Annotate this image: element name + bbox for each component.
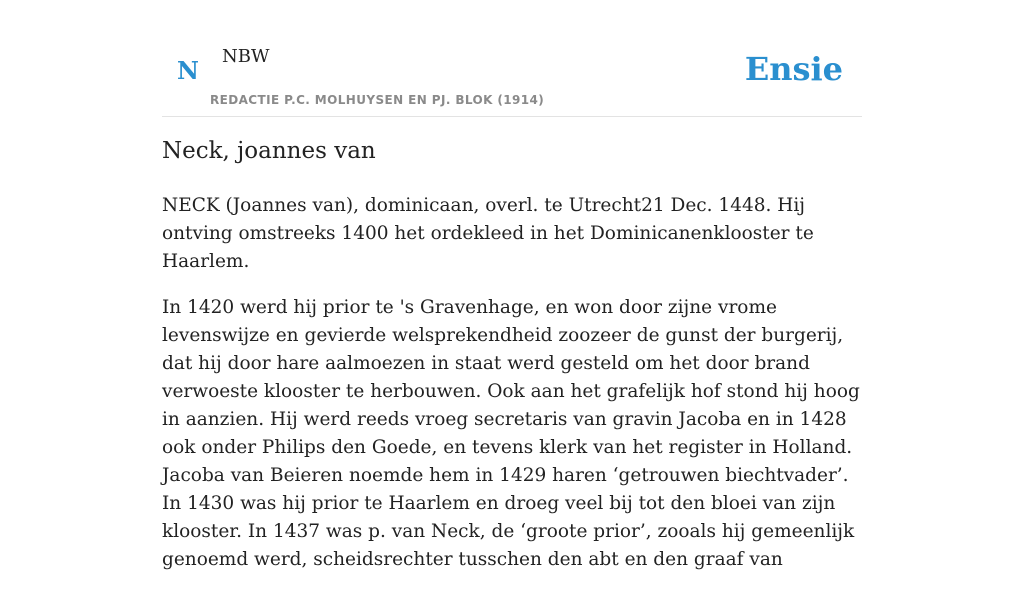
source-logo[interactable]: N [177, 56, 199, 85]
source-subtitle: REDACTIE P.C. MOLHUYSEN EN PJ. BLOK (1914) [210, 93, 545, 107]
source-name[interactable]: NBW [222, 46, 270, 67]
brand-logo[interactable]: Ensie [744, 50, 843, 88]
article-title: Neck, joannes van [162, 138, 376, 164]
article-body [162, 192, 862, 592]
article-paragraph: In 1420 werd hij prior te 's Gravenhage, en won door zijne vrome levenswijze en gevierde welsprekendheid zoozeer de gunst der burgerij, dat hij door hare aalmoezen in staat werd gesteld om het door brand verwoeste klooster te herbouwen. Ook aan het grafelijk hof stond hij hoog in aanzien. Hij werd reeds vroeg secretaris van gravin Jacoba en in 1428 ook onder Philips den Goede, en tevens klerk van het register in Holland. Jacoba van Beieren noemde hem in 1429 haren ‘getrouwen biechtvader’. In 1430 was hij prior te Haarlem en droeg veel bij tot den bloei van zijn klooster. In 1437 was p. van Neck, de ‘groote prior’, zooals hij gemeenlijk genoemd werd, scheidsrechter tusschen den abt en den graaf van [162, 297, 860, 570]
article-paragraph: NECK (Joannes van), dominicaan, overl. te Utrecht21 Dec. 1448. Hij ontving omstreeks 1400 het ordekleed in het Dominicanenklooster te Haarlem. [162, 195, 814, 272]
header [162, 0, 862, 117]
